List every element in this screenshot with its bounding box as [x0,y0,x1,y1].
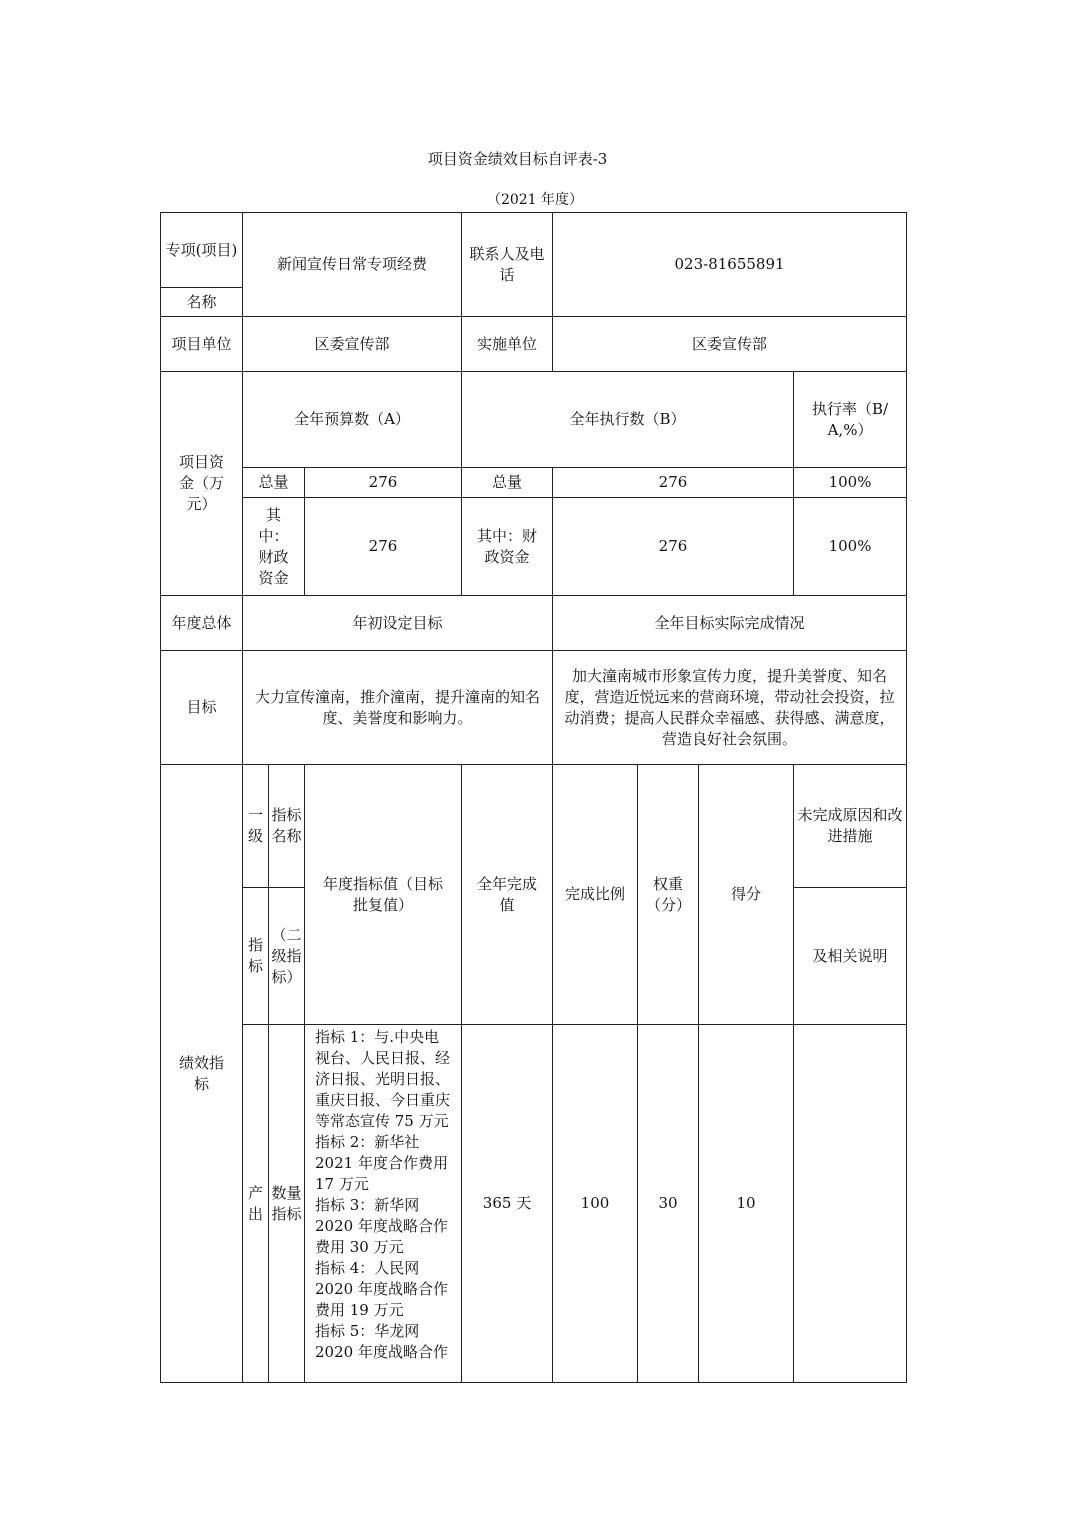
exec-header: 全年执行数（B） [462,372,794,468]
fiscal-rate: 100% [794,498,907,596]
indicators-label: 绩效指标 [161,765,243,1383]
annual-target-header: 年度指标值（目标批复值） [305,765,462,1025]
contact-value: 023-81655891 [553,213,907,317]
project-name-label: 专项(项目) [161,213,243,288]
year-subtitle: （2021 年度） [486,192,584,208]
fiscal-label: 其中：财政资金 [243,498,305,596]
score-header: 得分 [699,765,794,1025]
fiscal-budget: 276 [305,498,462,596]
page-title: 项目资金绩效目标自评表-3 [427,150,608,168]
indicator-name-header: 指标名称 [269,765,305,888]
project-unit-label: 项目单位 [161,317,243,372]
target-label: 目标 [161,651,243,765]
evaluation-table [160,212,907,1383]
total-label: 总量 [243,468,305,498]
row-weight: 30 [638,1025,699,1383]
reason-header: 未完成原因和改进措施 [794,765,907,888]
fiscal-exec: 276 [553,498,794,596]
project-name-label-suffix: 名称 [161,288,243,317]
row-completion: 365 天 [462,1025,553,1383]
total-budget: 276 [305,468,462,498]
level2-header: （二级指标） [269,888,305,1025]
initial-goal-header: 年初设定目标 [243,596,553,651]
completion-header: 全年完成值 [462,765,553,1025]
exec-unit-label: 实施单位 [462,317,553,372]
project-unit-value: 区委宣传部 [243,317,462,372]
initial-goal-text: 大力宣传潼南，推介潼南，提升潼南的知名度、美誉度和影响力。 [243,651,553,765]
reason-header-suffix: 及相关说明 [794,888,907,1025]
row-ratio: 100 [553,1025,638,1383]
funds-label: 项目资金（万元） [161,372,243,596]
row-score: 10 [699,1025,794,1383]
exec-unit-value: 区委宣传部 [553,317,907,372]
fiscal-label-exec: 其中：财政资金 [462,498,553,596]
row-level1: 产出 [243,1025,269,1383]
row-note [794,1025,907,1383]
row-level2: 数量指标 [269,1025,305,1383]
total-label-exec: 总量 [462,468,553,498]
actual-goal-text: 加大潼南城市形象宣传力度，提升美誉度、知名度，营造近悦远来的营商环境，带动社会投资，拉动消费；提高人民群众幸福感、获得感、满意度，营造良好社会氛围。 [553,651,907,765]
row-target: 指标 1：与.中央电视台、人民日报、经济日报、光明日报、重庆日报、今日重庆等常态宣传 75 万元 指标 2：新华社 2021 年度合作费用 17 万元 指标 3：新华网 2020 年度战略合作费用 30 万元 指标 4：人民网 2020 年度战略合作费用 19 万元 指标 5：华龙网 2020 年度战略合作 [305,1025,462,1383]
total-exec: 276 [553,468,794,498]
actual-goal-header: 全年目标实际完成情况 [553,596,907,651]
ratio-header: 完成比例 [553,765,638,1025]
budget-header: 全年预算数（A） [243,372,462,468]
contact-label: 联系人及电话 [462,213,553,317]
overall-label: 年度总体 [161,596,243,651]
level1-label: 一级 [243,765,269,888]
project-name-value: 新闻宣传日常专项经费 [243,213,462,317]
total-rate: 100% [794,468,907,498]
rate-header: 执行率（B/A,%） [794,372,907,468]
level1-indicator-label: 指标 [243,888,269,1025]
weight-header: 权重（分） [638,765,699,1025]
